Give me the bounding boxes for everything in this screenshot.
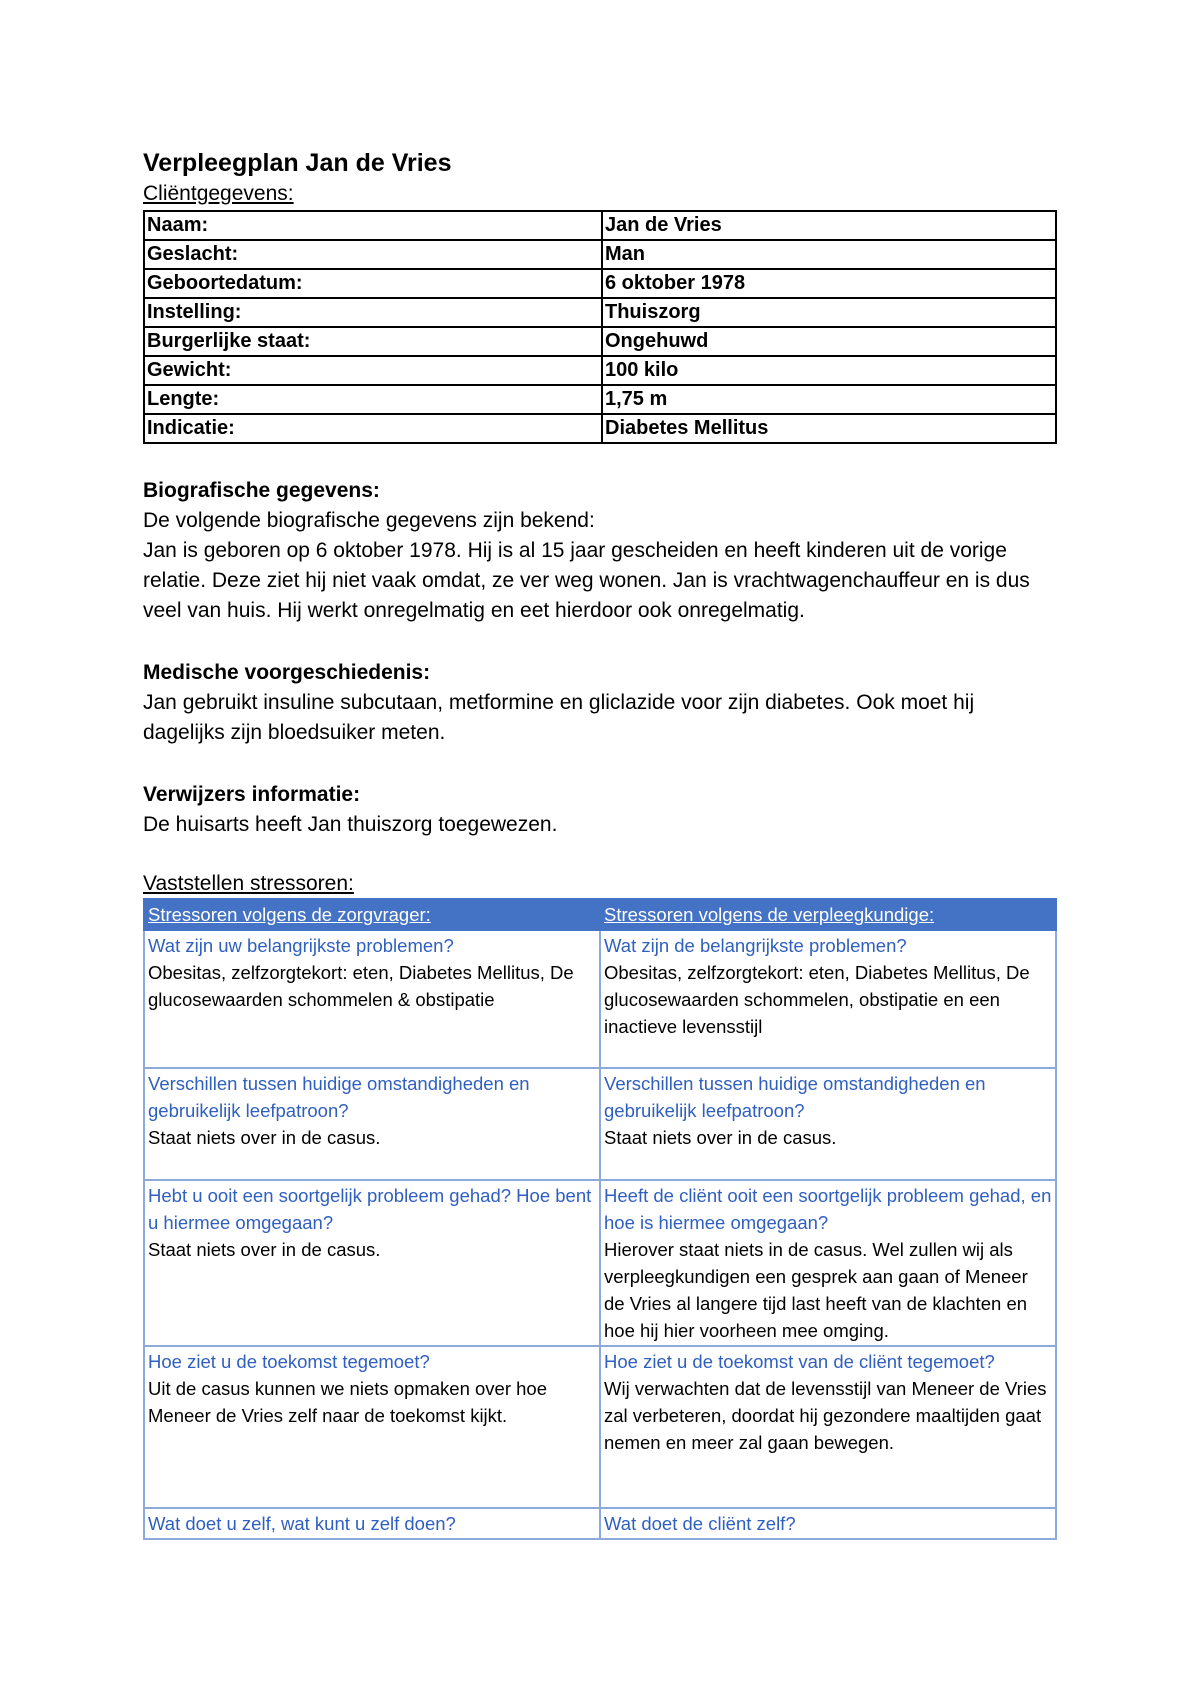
- nurse-cell: [600, 1346, 1056, 1508]
- client-label: Instelling:: [144, 298, 602, 327]
- nurse-answer: Hierover staat niets in de casus. Wel zullen wij als verpleegkundigen een gesprek aan gaan of Meneer de Vries al langere tijd last heeft van de klachten en hoe hij hier voorheen mee omging.: [604, 1239, 1028, 1341]
- table-row: [144, 269, 1056, 298]
- table-row: [144, 298, 1056, 327]
- table-row: [144, 356, 1056, 385]
- client-answer: Staat niets over in de casus.: [148, 1239, 381, 1260]
- table-row: [144, 240, 1056, 269]
- client-question: Wat zijn uw belangrijkste problemen?: [148, 935, 454, 956]
- referrer-text: De huisarts heeft Jan thuiszorg toegewezen.: [143, 813, 558, 836]
- client-question: Hoe ziet u de toekomst tegemoet?: [148, 1351, 430, 1372]
- client-label: Indicatie:: [144, 414, 602, 443]
- nurse-question: Heeft de cliënt ooit een soortgelijk probleem gehad, en hoe is hiermee omgegaan?: [604, 1185, 1052, 1233]
- client-question: Hebt u ooit een soortgelijk probleem gehad? Hoe bent u hiermee omgegaan?: [148, 1185, 592, 1233]
- stressors-table: [143, 898, 1057, 1540]
- table-row: [144, 1068, 1056, 1180]
- client-label: Geboortedatum:: [144, 269, 602, 298]
- bio-section: [143, 476, 1057, 626]
- client-cell: [144, 930, 600, 1068]
- table-row: [144, 1346, 1056, 1508]
- table-row: [144, 211, 1056, 240]
- client-heading: Cliëntgegevens:: [143, 182, 294, 205]
- client-value: Diabetes Mellitus: [602, 414, 1056, 443]
- page-title: Verpleegplan Jan de Vries: [143, 149, 452, 177]
- nurse-cell: [600, 1180, 1056, 1346]
- table-row: [144, 930, 1056, 1068]
- client-label: Lengte:: [144, 385, 602, 414]
- client-answer: Staat niets over in de casus.: [148, 1127, 381, 1148]
- medical-section: [143, 658, 1057, 748]
- client-label: Geslacht:: [144, 240, 602, 269]
- nurse-cell: [600, 930, 1056, 1068]
- bio-heading: Biografische gegevens:: [143, 479, 380, 502]
- stressors-heading: Vaststellen stressoren:: [143, 872, 354, 895]
- document-content: [143, 146, 1057, 1540]
- table-header-row: [144, 899, 1056, 930]
- client-info-table: [143, 210, 1057, 444]
- client-answer: Uit de casus kunnen we niets opmaken over hoe Meneer de Vries zelf naar de toekomst kijkt.: [148, 1378, 548, 1426]
- nurse-question: Verschillen tussen huidige omstandigheden en gebruikelijk leefpatroon?: [604, 1073, 986, 1121]
- table-row: [144, 385, 1056, 414]
- nurse-cell: [600, 1508, 1056, 1539]
- medical-heading: Medische voorgeschiedenis:: [143, 661, 431, 684]
- client-label: Burgerlijke staat:: [144, 327, 602, 356]
- referrer-section: [143, 780, 1057, 840]
- client-question: Verschillen tussen huidige omstandigheden en gebruikelijk leefpatroon?: [148, 1073, 530, 1121]
- client-value: Man: [602, 240, 1056, 269]
- nurse-answer: Staat niets over in de casus.: [604, 1127, 837, 1148]
- bio-text: Jan is geboren op 6 oktober 1978. Hij is al 15 jaar gescheiden en heeft kinderen uit de vorige relatie. Deze ziet hij niet vaak omdat, ze ver weg wonen. Jan is vrachtwagenchauffeur en is dus veel van huis. Hij werkt onregelmatig en eet hierdoor ook onregelmatig.: [143, 539, 1030, 622]
- nurse-cell: [600, 1068, 1056, 1180]
- client-label: Naam:: [144, 211, 602, 240]
- column-header-nurse: Stressoren volgens de verpleegkundige:: [600, 899, 1056, 930]
- column-header-client: Stressoren volgens de zorgvrager:: [144, 899, 600, 930]
- nurse-question: Wat doet de cliënt zelf?: [604, 1513, 796, 1534]
- client-answer: Obesitas, zelfzorgtekort: eten, Diabetes Mellitus, De glucosewaarden schommelen & obstipatie: [148, 962, 574, 1010]
- referrer-heading: Verwijzers informatie:: [143, 783, 361, 806]
- client-value: 1,75 m: [602, 385, 1056, 414]
- client-question: Wat doet u zelf, wat kunt u zelf doen?: [148, 1513, 456, 1534]
- client-value: Ongehuwd: [602, 327, 1056, 356]
- nurse-answer: Obesitas, zelfzorgtekort: eten, Diabetes Mellitus, De glucosewaarden schommelen, obstipatie en een inactieve levensstijl: [604, 962, 1030, 1037]
- table-row: [144, 1180, 1056, 1346]
- client-label: Gewicht:: [144, 356, 602, 385]
- client-cell: [144, 1508, 600, 1539]
- client-cell: [144, 1346, 600, 1508]
- client-cell: [144, 1068, 600, 1180]
- medical-text: Jan gebruikt insuline subcutaan, metformine en gliclazide voor zijn diabetes. Ook moet hij dagelijks zijn bloedsuiker meten.: [143, 691, 975, 744]
- nurse-answer: Wij verwachten dat de levensstijl van Meneer de Vries zal verbeteren, doordat hij gezondere maaltijden gaat nemen en meer zal gaan bewegen.: [604, 1378, 1047, 1453]
- table-row: [144, 327, 1056, 356]
- client-value: Jan de Vries: [602, 211, 1056, 240]
- client-cell: [144, 1180, 600, 1346]
- table-row: [144, 414, 1056, 443]
- nurse-question: Wat zijn de belangrijkste problemen?: [604, 935, 907, 956]
- client-value: 6 oktober 1978: [602, 269, 1056, 298]
- nurse-question: Hoe ziet u de toekomst van de cliënt tegemoet?: [604, 1351, 995, 1372]
- bio-intro: De volgende biografische gegevens zijn bekend:: [143, 509, 595, 532]
- table-row: [144, 1508, 1056, 1539]
- client-value: Thuiszorg: [602, 298, 1056, 327]
- client-value: 100 kilo: [602, 356, 1056, 385]
